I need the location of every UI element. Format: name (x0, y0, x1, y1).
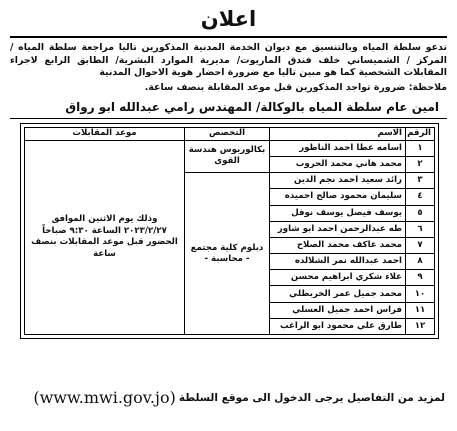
row-number: ١١ (406, 302, 435, 318)
row-number: ٦ (406, 221, 435, 237)
note-text: ملاحظة: ضرورة تواجد المذكورين قبل موعد المقابلة بنصف ساعة. (144, 81, 447, 93)
title-divider (10, 36, 447, 38)
header-number: الرقم (406, 127, 435, 140)
row-number: ٧ (406, 237, 435, 253)
header-specialization: التخصص (185, 127, 270, 140)
row-name: طارق علي محمود ابو الراغب (270, 318, 406, 334)
interview-date-cell: وذلك يوم الاثنين الموافق ٢٠٢٣/٢/٢٧ الساعة ٩:٣٠ صباحاً الحضور قبل موعد المقابلات بنصف ساعة (25, 140, 185, 334)
row-name: علاء شكري ابراهيم محسن (270, 270, 406, 286)
row-number: ٤ (406, 189, 435, 205)
row-number: ١٠ (406, 286, 435, 302)
row-number: ٩ (406, 270, 435, 286)
specialization-power-engineering: بكالوريوس هندسة القوى (185, 140, 270, 172)
signature-divider (10, 118, 447, 119)
signature-line: امين عام سلطة المياه بالوكالة/ المهندس رامي عبدالله ابو رواق (65, 99, 439, 114)
candidates-table-frame (20, 123, 439, 339)
row-name: يوسف فيصل يوسف نوفل (270, 205, 406, 221)
announcement-title: اعلان (200, 7, 257, 31)
row-number: ١٢ (406, 318, 435, 334)
row-number: ١ (406, 140, 435, 156)
table-header-row (25, 127, 435, 140)
intro-paragraph: تدعو سلطة المياه وبالتنسيق مع ديوان الخدمة المدنية المذكورين تاليا مراجعة سلطة المياه / المركز / الشميساني خلف فندق الماريوت/ مديرية الموارد البشرية/ الطابق الرابع لاجراء المقابلات الشخصية كما هو مبين تاليا مع ضرورة احضار هوية الاحوال المدنية (10, 42, 447, 79)
row-name: محمد عاكف محمد الصلاح (270, 237, 406, 253)
row-name: محمد جميل عمر الخربطلي (270, 286, 406, 302)
header-interview-date: موعد المقابلات (25, 127, 185, 140)
row-name: احمد عبدالله نمر الشلالده (270, 254, 406, 270)
row-name: رائد سعيد احمد نجم الدين (270, 173, 406, 189)
row-number: ٣ (406, 173, 435, 189)
row-name: اسامه عطا احمد الناطور (270, 140, 406, 156)
table-row (25, 140, 435, 156)
row-name: طه عبدالرحمن احمد ابو شاور (270, 221, 406, 237)
row-number: ٢ (406, 156, 435, 172)
row-name: سليمان محمود صالح احميده (270, 189, 406, 205)
specialization-accounting-diploma: دبلوم كلية مجتمع - محاسبة - (185, 173, 270, 335)
footer-text: لمزيد من التفاصيل يرجى الدخول الى موقع السلطة (178, 391, 445, 404)
website-link[interactable]: (www.mwi.gov.jo) (33, 388, 176, 407)
row-name: محمد هاني محمد الحروب (270, 156, 406, 172)
candidates-table (24, 127, 435, 335)
row-number: ٥ (406, 205, 435, 221)
row-number: ٨ (406, 254, 435, 270)
row-name: فراس احمد جميل العسلي (270, 302, 406, 318)
footer-line (33, 388, 445, 407)
header-name: الاسم (270, 127, 406, 140)
